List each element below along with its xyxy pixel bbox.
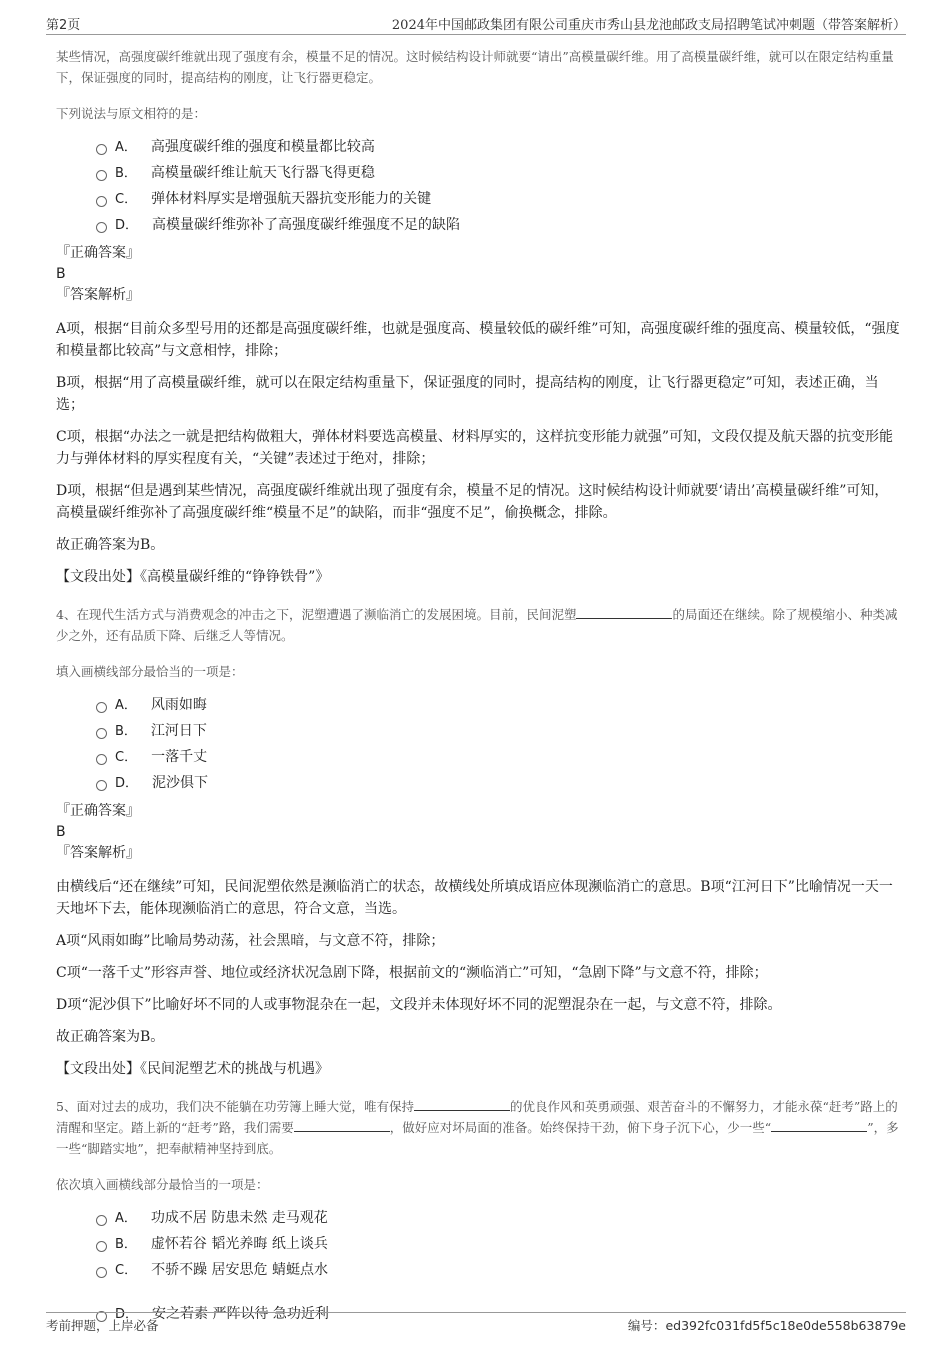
q3-analysis-label: 『答案解析』 [56, 287, 140, 303]
q4-analysis-c: C项“一落千丈”形容声誉、地位或经济状况急剧下降，根据前文的“濒临消亡”可知，“急剧下降”与文意不符，排除； [56, 965, 768, 981]
q5-option-c[interactable]: C． 不骄不躁 居安思危 蜻蜓点水 [96, 1257, 902, 1283]
q4-option-d[interactable]: D． 泥沙俱下 [96, 770, 902, 796]
q3-analysis-c: C项，根据“办法之一就是把结构做粗大，弹体材料要选高模量、材料厚实的，这样抗变形能力就强”可知，文段仅提及航天器的抗变形能力与弹体材料的厚实程度有关，“关键”表述过于绝对，排除； [56, 429, 894, 467]
page-number: 第2页 [46, 18, 81, 33]
q3-analysis-d: D项，根据“但是遇到某些情况，高强度碳纤维就出现了强度有余，模量不足的情况。这时候结构设计师就要‘请出’高模量碳纤维”可知，高模量碳纤维弥补了高强度碳纤维“模量不足”的缺陷，而非“强度不足”，偷换概念，排除。 [56, 483, 889, 521]
footer-slogan: 考前押题，上岸必备 [46, 1318, 159, 1333]
q3-source: 【文段出处】《高模量碳纤维的“铮铮铁骨”》 [56, 569, 330, 585]
q4-answer: B [56, 824, 66, 840]
q5-option-a[interactable]: A． 功成不居 防患未然 走马观花 [96, 1205, 902, 1231]
radio-icon[interactable] [96, 196, 107, 207]
q3-conclusion: 故正确答案为B。 [56, 537, 165, 553]
q3-prompt: 下列说法与原文相符的是： [56, 106, 207, 121]
q4-option-c[interactable]: C． 一落千丈 [96, 744, 902, 770]
q4-analysis-main: 由横线后“还在继续”可知，民间泥塑依然是濒临消亡的状态，故横线处所填成语应体现濒临消亡的意思。B项“江河日下”比喻情况一天一天地坏下去，能体现濒临消亡的意思，符合文意，当选。 [56, 879, 893, 917]
q4-options [56, 692, 902, 796]
q3-option-a[interactable]: A． 高强度碳纤维的强度和模量都比较高 [96, 134, 902, 160]
q3-analysis-b: B项，根据“用了高模量碳纤维，就可以在限定结构重量下，保证强度的同时，提高结构的刚度，让飞行器更稳定”可知，表述正确，当选； [56, 375, 879, 413]
q5-options [56, 1205, 902, 1327]
q4-analysis-a: A项“风雨如晦”比喻局势动荡，社会黑暗，与文意不符，排除； [56, 933, 445, 949]
main-content [56, 46, 902, 1327]
radio-icon[interactable] [96, 754, 107, 765]
q4-conclusion: 故正确答案为B。 [56, 1029, 165, 1045]
q4-analysis-d: D项“泥沙俱下”比喻好坏不同的人或事物混杂在一起，文段并未体现好坏不同的泥塑混杂在一起，与文意不符，排除。 [56, 997, 782, 1013]
q3-passage: 某些情况，高强度碳纤维就出现了强度有余，模量不足的情况。这时候结构设计师就要“请出”高模量碳纤维。用了高模量碳纤维，就可以在限定结构重量下，保证强度的同时，提高结构的刚度，让飞行器更稳定。 [56, 49, 894, 85]
radio-icon[interactable] [96, 144, 107, 155]
q5-prompt: 依次填入画横线部分最恰当的一项是： [56, 1177, 269, 1192]
page-header [46, 14, 906, 35]
document-title: 2024年中国邮政集团有限公司重庆市秀山县龙池邮政支局招聘笔试冲刺题（带答案解析） [391, 18, 906, 33]
q4-stem: 4、在现代生活方式与消费观念的冲击之下，泥塑遭遇了濒临消亡的发展困境。目前，民间泥塑 的局面还在继续。除了规模缩小、种类减少之外，还有品质下降、后继乏人等情况。 [56, 607, 898, 643]
radio-icon[interactable] [96, 1241, 107, 1252]
q4-prompt: 填入画横线部分最恰当的一项是： [56, 664, 244, 679]
page-footer [46, 1312, 906, 1335]
radio-icon[interactable] [96, 1215, 107, 1226]
q4-option-a[interactable]: A． 风雨如晦 [96, 692, 902, 718]
q3-option-c[interactable]: C． 弹体材料厚实是增强航天器抗变形能力的关键 [96, 186, 902, 212]
q5-option-d[interactable]: D． 安之若素 严阵以待 急功近利 [96, 1301, 902, 1327]
q3-option-d[interactable]: D． 高模量碳纤维弥补了高强度碳纤维强度不足的缺陷 [96, 212, 902, 238]
q5-stem: 5、面对过去的成功，我们决不能躺在功劳簿上睡大觉，唯有保持 的优良作风和英勇顽强、艰苦奋斗的不懈努力，才能永葆“赶考”路上的清醒和坚定。踏上新的“赶考”路，我们需要 ，做好应对坏局面的准备。始终保持干劲，俯下身子沉下心，少一些“ ”，多一些“脚踏实地”，把奉献精神坚持到底。 [56, 1099, 899, 1156]
q4-analysis-label: 『答案解析』 [56, 845, 140, 861]
q3-option-b[interactable]: B． 高模量碳纤维让航天飞行器飞得更稳 [96, 160, 902, 186]
radio-icon[interactable] [96, 222, 107, 233]
radio-icon[interactable] [96, 728, 107, 739]
q3-answer: B [56, 266, 66, 282]
q3-options [56, 134, 902, 238]
q4-option-b[interactable]: B． 江河日下 [96, 718, 902, 744]
radio-icon[interactable] [96, 780, 107, 791]
q3-answer-label: 『正确答案』 [56, 245, 140, 261]
q4-source: 【文段出处】《民间泥塑艺术的挑战与机遇》 [56, 1061, 329, 1077]
document-code: 编号：ed392fc031fd5f5c18e0de558b63879e [627, 1318, 906, 1333]
q4-answer-label: 『正确答案』 [56, 803, 140, 819]
radio-icon[interactable] [96, 170, 107, 181]
q5-option-b[interactable]: B． 虚怀若谷 韬光养晦 纸上谈兵 [96, 1231, 902, 1257]
fill-blank [414, 1098, 510, 1111]
fill-blank [771, 1119, 867, 1132]
fill-blank [576, 606, 672, 619]
radio-icon[interactable] [96, 702, 107, 713]
q3-analysis-a: A项，根据“目前众多型号用的还都是高强度碳纤维，也就是强度高、模量较低的碳纤维”可知，高强度碳纤维的强度高、模量较低，“强度和模量都比较高”与文意相悖，排除； [56, 321, 900, 359]
radio-icon[interactable] [96, 1267, 107, 1278]
fill-blank [294, 1119, 390, 1132]
